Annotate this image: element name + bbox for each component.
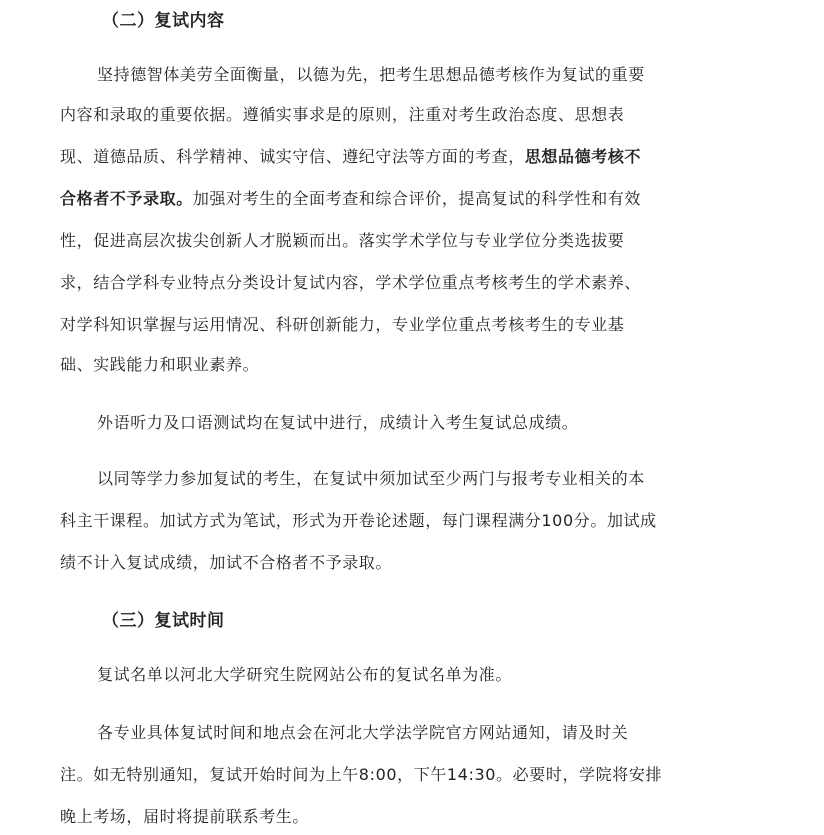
section-heading-interview-content: （二）复试内容 [102,11,225,31]
paragraph-line: 复试名单以河北大学研究生院网站公布的复试名单为准。 [97,665,513,684]
paragraph-line [60,144,641,167]
paragraph-line: 绩不计入复试成绩，加试不合格者不予录取。 [60,553,393,572]
paragraph-line: 坚持德智体美劳全面衡量，以德为先，把考生思想品德考核作为复试的重要 [97,65,645,84]
paragraph-line: 晚上考场，届时将提前联系考生。 [60,807,310,826]
paragraph-text: 现、道德品质、科学精神、诚实守信、遵纪守法等方面的考查， [60,147,525,166]
paragraph-line: 性，促进高层次拔尖创新人才脱颖而出。落实学术学位与专业学位分类选拔要 [60,231,625,250]
paragraph-line: 注。如无特别通知，复试开始时间为上午8:00，下午14:30。必要时，学院将安排 [60,765,663,784]
paragraph-line [60,186,641,209]
paragraph-line: 以同等学力参加复试的考生，在复试中须加试至少两门与报考专业相关的本 [97,469,645,488]
paragraph-line: 对学科知识掌握与运用情况、科研创新能力，专业学位重点考核考生的专业基 [60,315,625,334]
paragraph-line: 内容和录取的重要依据。遵循实事求是的原则，注重对考生政治态度、思想表 [60,105,625,124]
paragraph-line: 求，结合学科专业特点分类设计复试内容，学术学位重点考核考生的学术素养、 [60,273,642,292]
section-heading-interview-time: （三）复试时间 [102,611,225,631]
emphasis-text: 思想品德考核不 [524,147,642,166]
paragraph-line: 科主干课程。加试方式为笔试，形式为开卷论述题，每门课程满分100分。加试成 [60,511,657,530]
emphasis-text: 合格者不予录取。 [60,189,193,208]
paragraph-text: 加强对考生的全面考查和综合评价，提高复试的科学性和有效 [192,189,642,208]
paragraph-line: 各专业具体复试时间和地点会在河北大学法学院官方网站通知，请及时关 [97,723,629,742]
paragraph-line: 础、实践能力和职业素养。 [60,355,260,374]
paragraph-line: 外语听力及口语测试均在复试中进行，成绩计入考生复试总成绩。 [97,413,579,432]
